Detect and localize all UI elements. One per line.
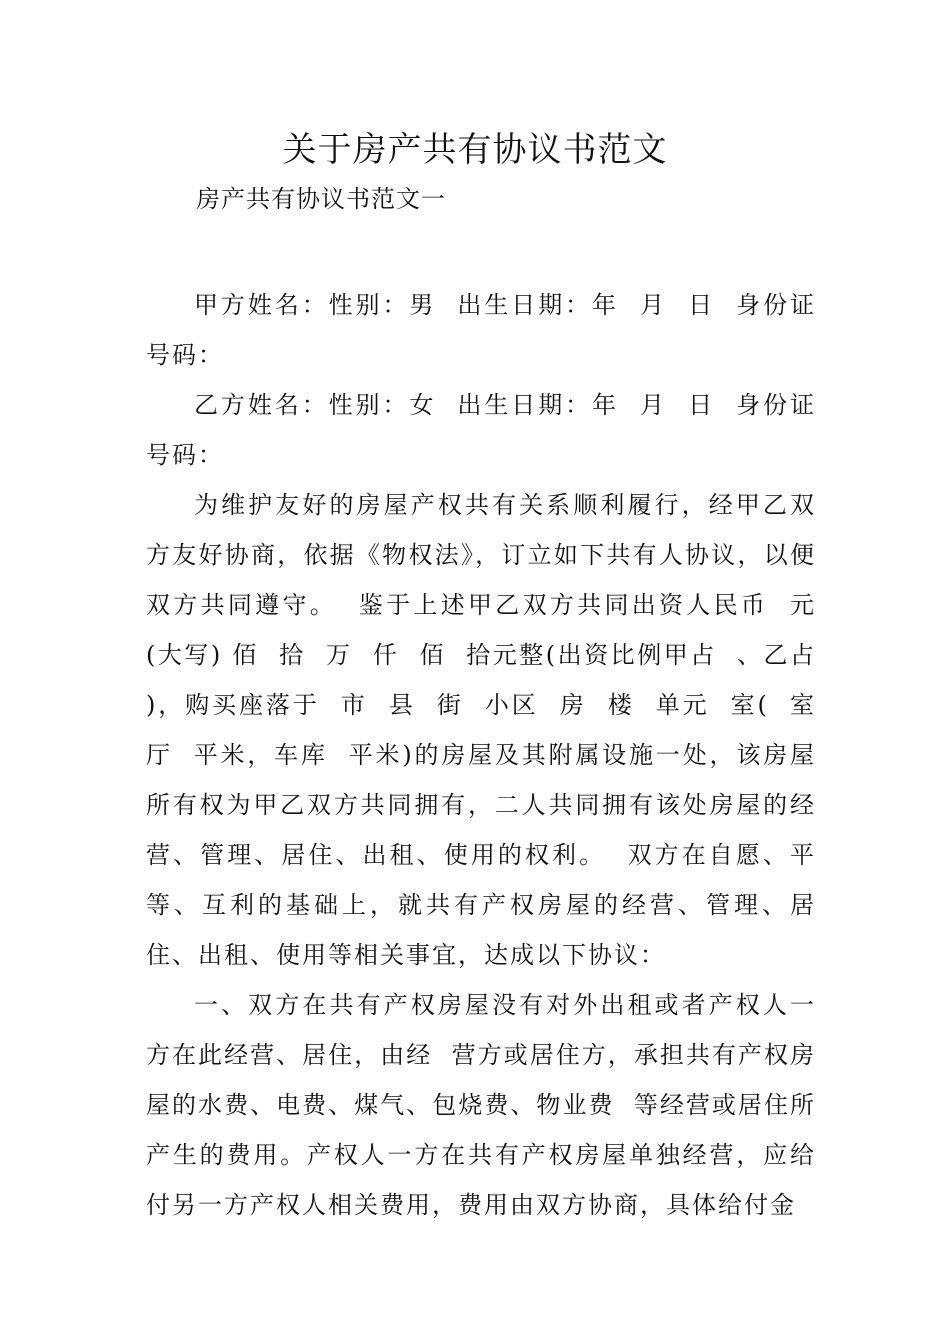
paragraph-preamble: 为维护友好的房屋产权共有关系顺利履行，经甲乙双方友好协商，依据《物权法》，订立如下共有人协议，以便双方共同遵守。 鉴于上述甲乙双方共同出资人民币 元(大写) 佰 拾 万 仟 佰 拾元整(出资比例甲占 、乙占 )，购买座落于 市 县 街 小区 房 楼 单元 室( 室 厅 平米，车库 平米)的房屋及其附属设施一处，该房屋所有权为甲乙双方共同拥有，二人共同拥有该处房屋的经营、管理、居住、出租、使用的权利。 双方在自愿、平等、互利的基础上，就共有产权房屋的经营、管理、居住、出租、使用等相关事宜，达成以下协议：: [146, 491, 836, 969]
document-body: [146, 280, 836, 1230]
paragraph-party-b: 乙方姓名：性别：女 出生日期：年 月 日 身份证号码：: [146, 391, 816, 469]
paragraph-clause-1: 一、双方在共有产权房屋没有对外出租或者产权人一方在此经营、居住，由经 营方或居住方，承担共有产权房屋的水费、电费、煤气、包烧费、物业费 等经营或居住所产生的费用。产权人一方在共有产权房屋单独经营，应给付另一方产权人相关费用，费用由双方协商，具体给付金: [146, 991, 816, 1219]
document-title: 关于房产共有协议书范文: [282, 130, 668, 170]
document-subtitle: 房产共有协议书范文一: [196, 185, 446, 213]
paragraph-party-a: 甲方姓名：性别：男 出生日期：年 月 日 身份证号码：: [146, 291, 816, 369]
